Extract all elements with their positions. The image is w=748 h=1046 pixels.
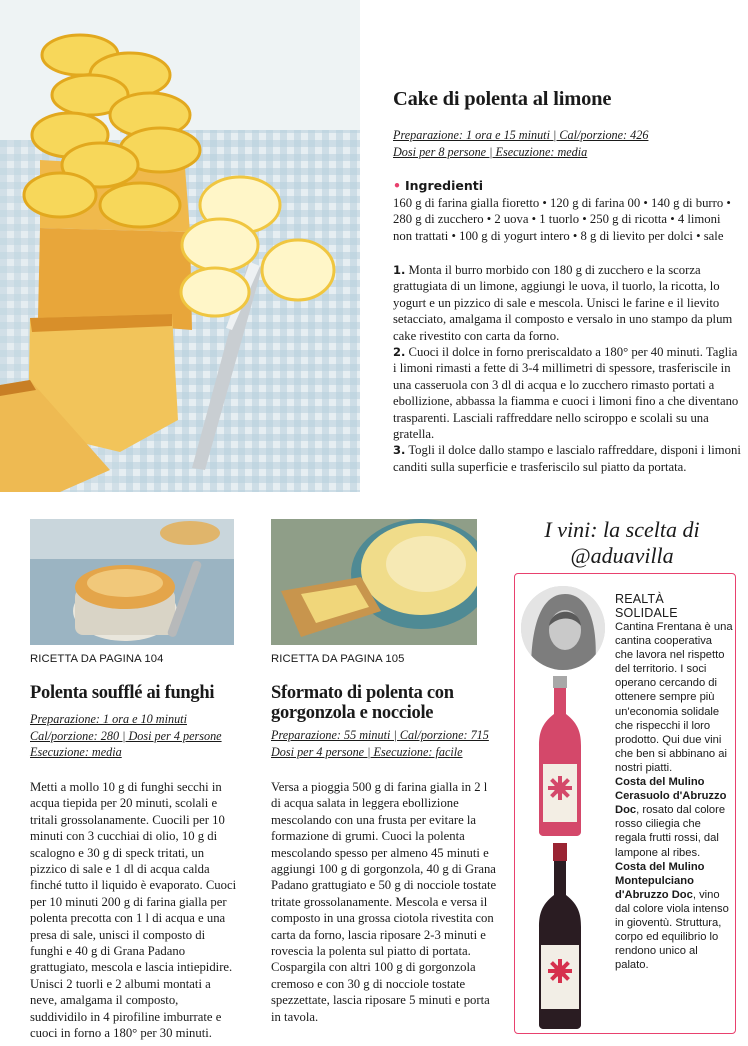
recipe-title-line: gorgonzola e nocciole <box>271 703 434 723</box>
step-text: Cuoci il dolce in forno preriscaldato a 180° per 40 minuti. Taglia i limoni rimasti a fette di 3-4 millimetri di spessore, trasferiscile in una casseruola con 3 dl di acqua e lo zucchero rimasto portati a ebollizione, abbassa la fiamma e cuoci i limoni fino a che diventano trasparenti. Lasciali raffreddare nello sciroppo e scolali su una gratella. <box>393 345 739 442</box>
ingredients-heading <box>393 178 483 193</box>
recipe-meta <box>30 711 222 761</box>
sformato-photo <box>271 519 477 645</box>
red-wine-bottle-image <box>533 843 587 1029</box>
meta-line: Preparazione: 1 ora e 15 minuti | Cal/porzione: 426 <box>393 128 649 142</box>
meta-line: Cal/porzione: 280 | Dosi per 4 persone <box>30 728 222 743</box>
recipe-page-reference: RICETTA DA PAGINA 104 <box>30 653 164 665</box>
wine-heading-handle: @aduavilla <box>570 543 674 568</box>
meta-line: Dosi per 8 persone | Esecuzione: media <box>393 144 588 159</box>
step-number: 2. <box>393 345 406 360</box>
meta-line: Preparazione: 1 ora e 10 minuti <box>30 712 187 726</box>
ingredients-line: 160 g di farina gialla fioretto • 120 g di farina 00 • 140 g di burro • <box>393 196 731 210</box>
recipe-step <box>393 262 743 344</box>
souffle-photo <box>30 519 234 645</box>
recipe-step <box>393 442 743 475</box>
wine-name: Costa del Mulino Montepulciano d'Abruzzo Doc <box>615 860 705 901</box>
recipe-meta <box>271 727 489 760</box>
ingredients-line: 280 g di zucchero • 2 uova • 1 tuorlo • 250 g di ricotta • 4 limoni <box>393 212 721 227</box>
recipe-step <box>393 344 743 442</box>
rose-wine-bottle-image <box>533 676 587 836</box>
recipe-title <box>271 683 501 723</box>
ingredients-heading-label: Ingredienti <box>405 178 484 193</box>
meta-line: Dosi per 4 persone | Esecuzione: facile <box>271 744 463 759</box>
wine-heading <box>514 517 730 569</box>
step-number: 1. <box>393 263 406 277</box>
step-number: 3. <box>393 443 406 458</box>
wine-notes: , vino dal colore viola intenso in gioventù. Struttura, corpo ed equilibrio lo rendono unico al palato. <box>615 888 729 972</box>
recipe-title-line: Sformato di polenta con <box>271 683 454 703</box>
step-text: Togli il dolce dallo stampo e lascialo raffreddare, disponi i limoni canditi sulla superficie e trasferiscilo sul piatto da portata. <box>393 443 741 474</box>
wine-item <box>615 775 733 860</box>
wine-notes: , rosato dal colore rosso ciliegia che regala frutti rossi, dal lampone al ribes. <box>615 804 726 859</box>
wine-name: Costa del Mulino Cerasuolo d'Abruzzo Doc <box>615 776 727 817</box>
ingredients-line: non trattati • 100 g di yogurt intero • 8 g di lievito per dolci • sale <box>393 228 724 243</box>
recipe-text: Metti a mollo 10 g di funghi secchi in acqua tiepida per 20 minuti, scolali e tritali grossolanamente. Cuocili per 10 minuti con 3 cucchiai di olio, 10 g di scalogno e 30 g di speck tritati, un pizzico di sale e 1 dl di acqua calda finché tutto il liquido è evaporato. Cuoci per 10 minuti 200 g di farina gialla per polenta precotta con 1 l di acqua e una presa di sale, unisci il composto di funghi e 40 g di Grana Padano grattugiato, mescola e lascia intiepidire. Unisci 2 tuorli e 2 albumi montati a neve, amalgama il composto, suddividilo in 4 pirofiline imburrate e cuoci in forno a 180° per 30 minuti. <box>30 780 237 1041</box>
step-text: Monta il burro morbido con 180 g di zucchero e la scorza grattugiata di un limone, aggiungi le uova, il tuorlo, la ricotta, lo yogurt e un pizzico di sale e mescola. Unisci le farine e il lievito setacciato, amalgama il composto e versalo in uno stampo da plum cake rivestito con carta da forno. <box>393 263 733 343</box>
meta-line: Preparazione: 55 minuti | Cal/porzione: 715 <box>271 728 489 742</box>
wine-section-label: SOLIDALE <box>615 606 678 620</box>
hero-photo-lemon-cake <box>0 0 360 492</box>
main-recipe-meta <box>393 127 648 160</box>
wine-intro: Cantina Frentana è una cantina cooperativa che lavora nel rispetto del territorio. I soci operano cercando di ottenere sempre più un'economia solidale che rispecchi il loro prodotto. Qui due vini che ben si abbinano ai nostri piatti. <box>615 621 733 774</box>
wine-section-label: REALTÀ <box>615 592 664 606</box>
bullet-icon: • <box>393 178 401 193</box>
recipe-title: Polenta soufflé ai funghi <box>30 683 215 703</box>
recipe-steps <box>393 262 743 475</box>
meta-line: Esecuzione: media <box>30 745 122 759</box>
wine-heading-line: I vini: la scelta di <box>544 517 700 542</box>
recipe-page-reference: RICETTA DA PAGINA 105 <box>271 653 405 665</box>
wine-item <box>615 860 733 973</box>
wine-description <box>615 592 733 972</box>
main-recipe-title: Cake di polenta al limone <box>393 88 612 110</box>
ingredients-list <box>393 195 743 244</box>
recipe-text: Versa a pioggia 500 g di farina gialla in 2 l di acqua salata in leggera ebollizione mescolando con una frusta per evitare la formazione di grumi. Cuoci la polenta mescolando spesso per almeno 45 minuti e aggiungi 100 g di gorgonzola, 40 g di Grana Padano grattugiato e 50 g di nocciole tostate tritate grossolanamente. Mescola e versa il composto in una grossa ciotola rivestita con carta da forno, lascia riposare 2-3 minuti e rovescia la polenta sul piatto di portata. Cospargila con altri 100 g di gorgonzola cremoso e con 30 g di nocciole tostate spezzettate, lascia riposare 5 minuti e porta in tavola. <box>271 780 497 1024</box>
avatar <box>521 586 605 670</box>
